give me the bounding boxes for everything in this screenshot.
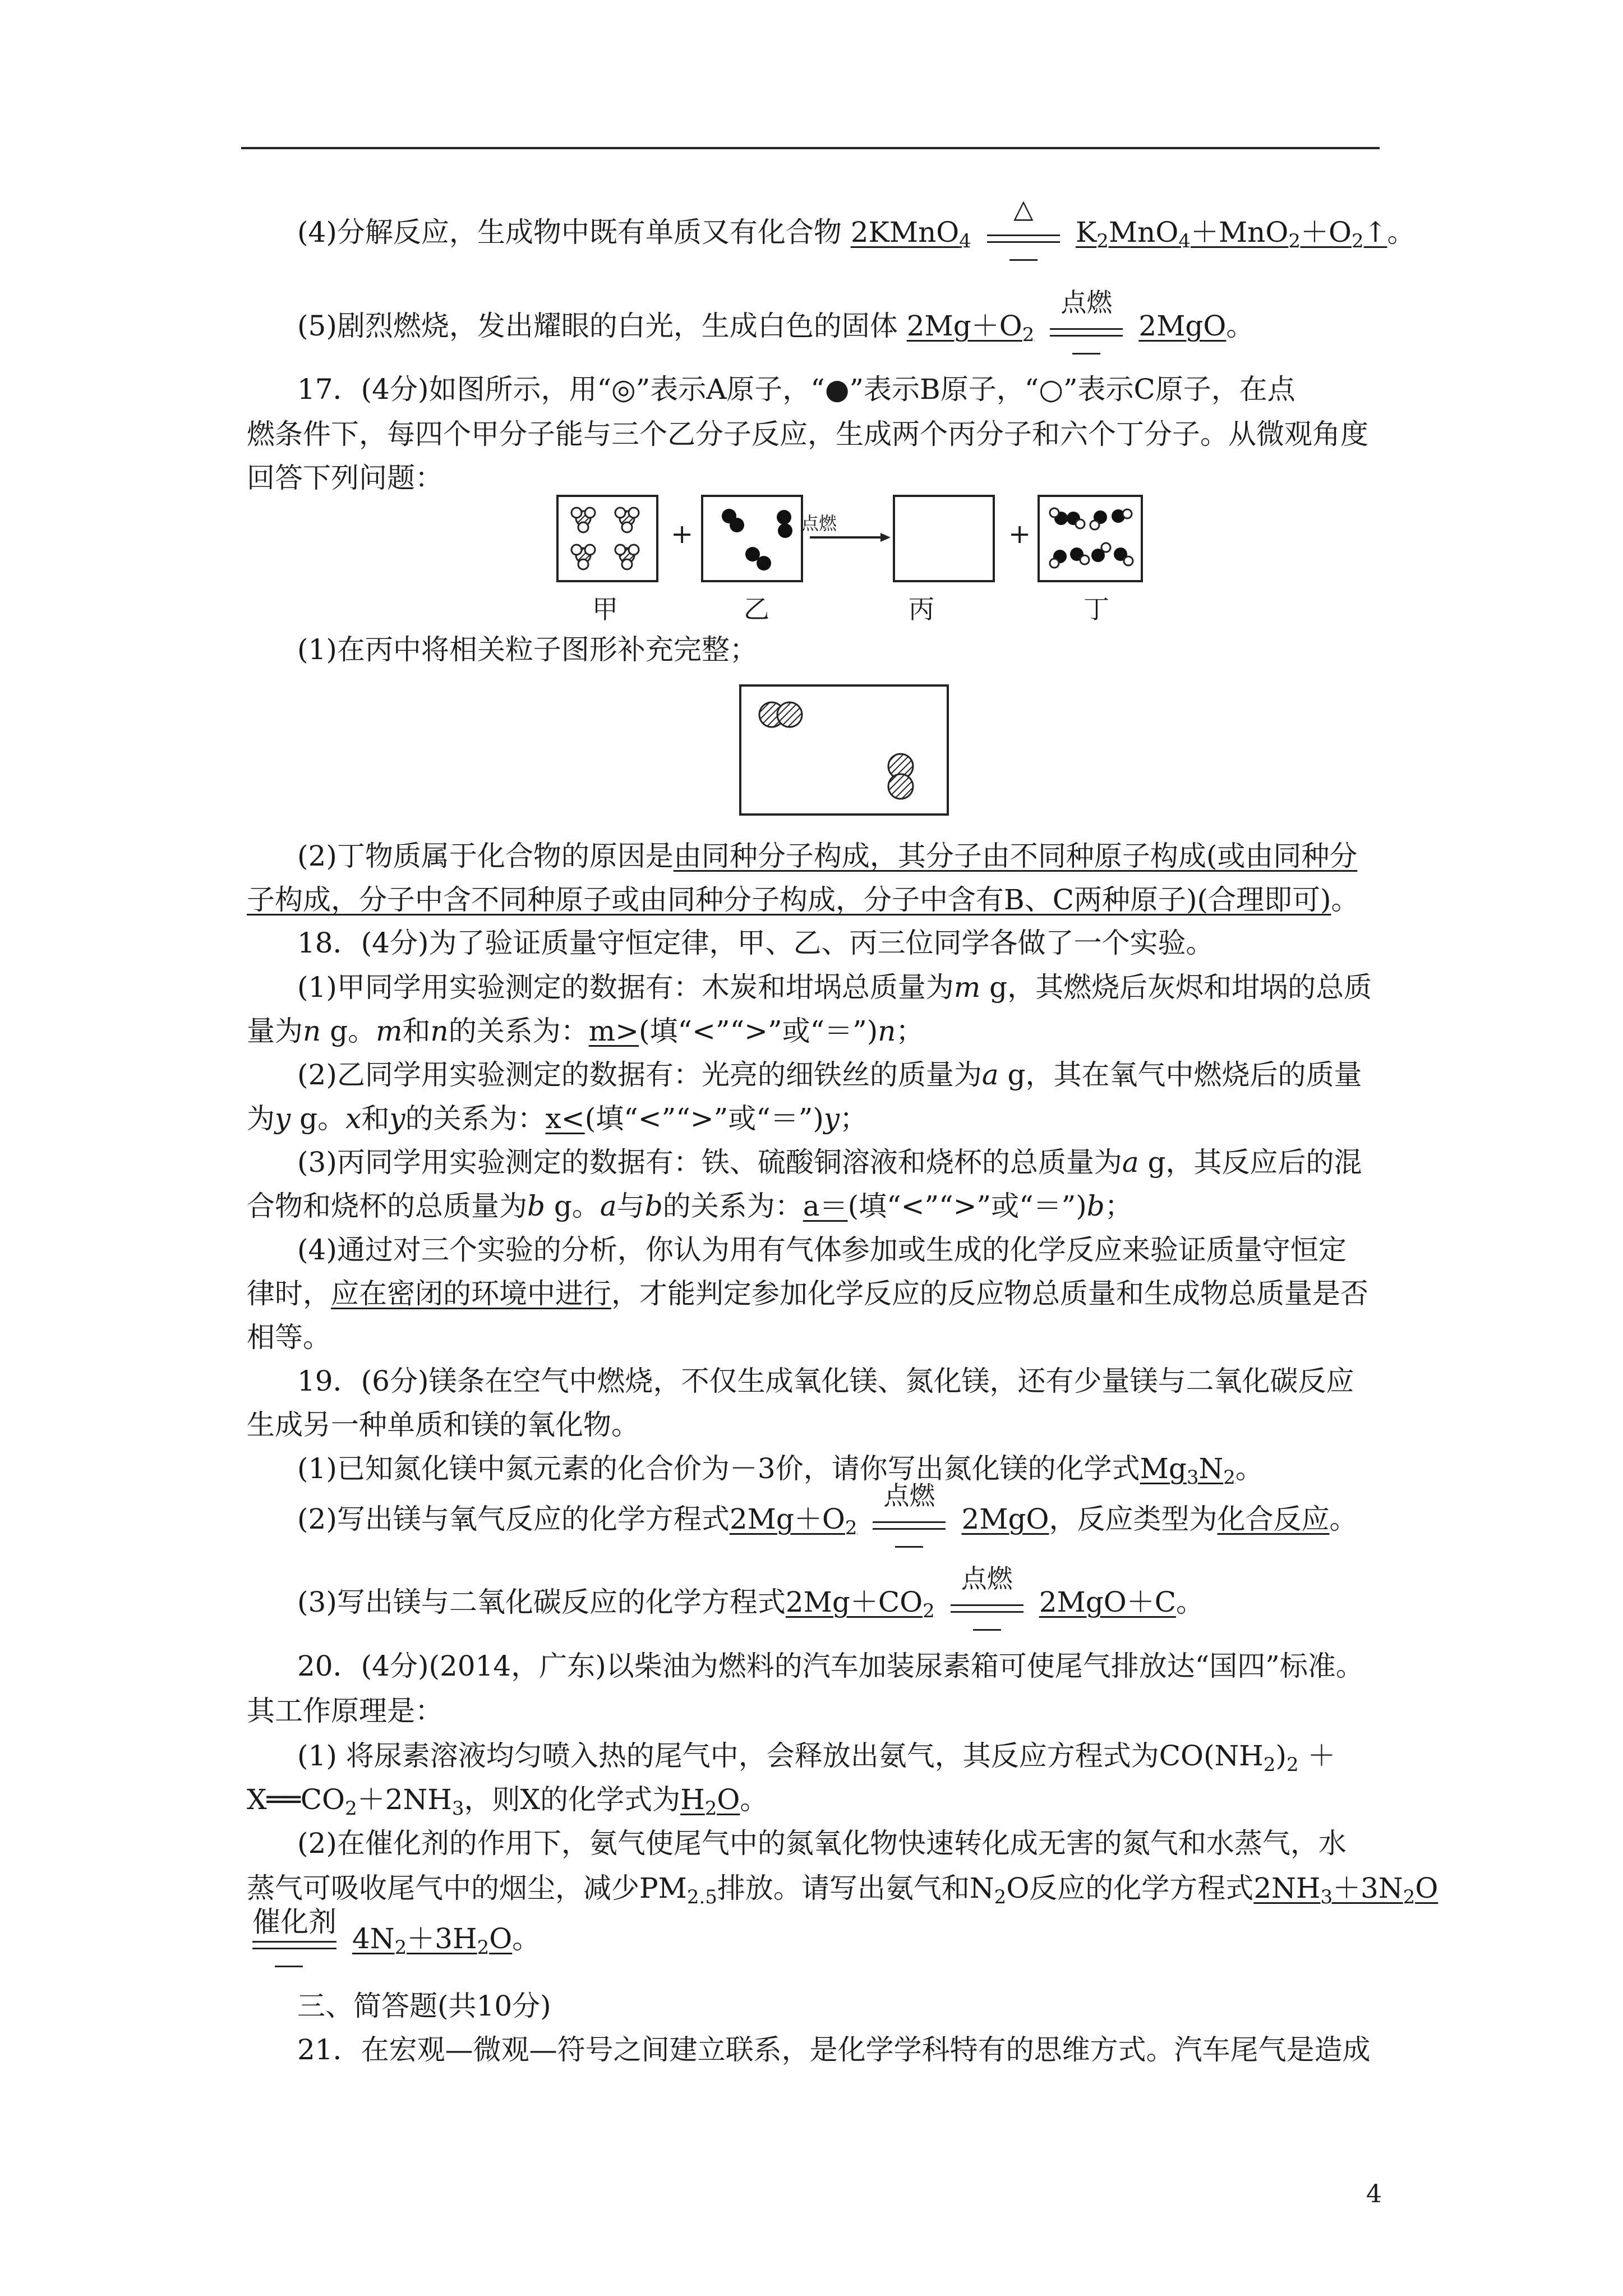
- q18-intro: 18．(4分)为了验证质量守恒定律，甲、乙、丙三位同学各做了一个实验。: [297, 927, 1214, 959]
- q18-p2-line1: (2)乙同学用实验测定的数据有：光亮的细铁丝的质量为a g，其在氧气中燃烧后的质量: [297, 1059, 1362, 1091]
- bing-answer-box: [738, 683, 951, 818]
- q17-p2-answer: 由同种分子构成，其分子由不同种原子构成(或由同种分: [673, 840, 1358, 872]
- page-number: 4: [1366, 2180, 1382, 2208]
- q17-intro-line1: 17．(4分)如图所示，用“◎”表示A原子，“●”表示B原子，“○”表示C原子，在点: [297, 373, 1295, 406]
- q19-part1: (1)已知氮化镁中氮元素的化合价为－3价，请你写出氮化镁的化学式$Mg_3N_2$。: [297, 1452, 1264, 1489]
- q17-part2-line2: 子构成，分子中含不同种原子或由同种分子构成，分子中含有B、C两种原子)(合理即可)。: [247, 884, 1359, 916]
- condition-heat: △: [981, 214, 1066, 255]
- q20-p1-line2: $X══CO_2+2NH_3$，则X的化学式为$H_2O$。: [247, 1783, 768, 1820]
- q16-part4: (4)分解反应，生成物中既有单质又有化合物 2KMnO$_4$ △ $K_2MnO_4+MnO_2+O_2↑$。: [297, 212, 1391, 255]
- q17-intro-line2: 燃条件下，每四个甲分子能与三个乙分子反应，生成两个丙分子和六个丁分子。从微观角度: [247, 418, 1368, 450]
- condition-ignite: 点燃: [945, 1584, 1029, 1625]
- header-rule: [241, 147, 1380, 149]
- section-heading-short-answer: 三、简答题(共10分): [297, 1990, 551, 2022]
- box-yi: [702, 496, 802, 581]
- q20-p2-line2: 蒸气可吸收尾气中的烟尘，减少$PM_{2.5}$排放。请写出氨气和$N_2O$反应的化学方程式$2NH_3+3N_2O$: [247, 1872, 1438, 1908]
- q17-part2-line1: (2)丁物质属于化合物的原因是由同种分子构成，其分子由不同种原子构成(或由同种分: [297, 840, 1358, 872]
- q19-p2-reaction-type: 化合反应: [1217, 1503, 1330, 1535]
- q18-p3-answer: a＝: [803, 1190, 848, 1222]
- q18-p1-line2: 量为n g。m和n的关系为：m>(填“<”“>”或“＝”)n；: [247, 1015, 924, 1047]
- q19-part2: (2)写出镁与氧气反应的化学方程式$2Mg+O_2$ 点燃 2MgO，反应类型为化合反应。: [297, 1499, 1391, 1542]
- q19-intro-line1: 19．(6分)镁条在空气中燃烧，不仅生成氧化镁、氮化镁，还有少量镁与二氧化碳反应: [297, 1365, 1354, 1397]
- arrow-condition-label: 点燃: [801, 513, 837, 534]
- q17-part1: (1)在丙中将相关粒子图形补充完整；: [297, 633, 758, 666]
- label-bing: 丙: [909, 594, 934, 624]
- plus-sign-1: +: [671, 518, 694, 550]
- q17-reaction-diagram: [555, 494, 1144, 628]
- q17-intro-line3: 回答下列问题：: [247, 462, 443, 494]
- label-ding: 丁: [1083, 594, 1109, 624]
- condition-ignite: 点燃: [867, 1501, 951, 1542]
- molecule-a2-atom: [888, 774, 913, 799]
- label-yi: 乙: [744, 594, 769, 624]
- q18-p3-line2: 合物和烧杯的总质量为b g。a与b的关系为：a＝(填“<”“>”或“＝”)b；: [247, 1190, 1133, 1222]
- q18-p4-line1: (4)通过对三个实验的分析，你认为用有气体参加或生成的化学反应来验证质量守恒定: [297, 1234, 1347, 1266]
- q20-intro-line2: 其工作原理是：: [247, 1695, 443, 1727]
- condition-ignite: 点燃: [1044, 308, 1128, 348]
- q18-p2-answer: x<: [545, 1102, 585, 1135]
- q18-p4-line3: 相等。: [247, 1321, 331, 1354]
- condition-catalyst: 催化剂: [247, 1921, 342, 1961]
- label-jia: 甲: [592, 594, 618, 624]
- q18-p4-answer: 应在密闭的环境中进行: [331, 1277, 611, 1310]
- q16-part5: (5)剧烈燃烧，发出耀眼的白光，生成白色的固体 $2Mg+O_2$ 点燃 2MgO。: [297, 306, 1391, 348]
- q18-p1-answer: m>: [588, 1015, 639, 1047]
- q20-intro-line1: 20．(4分)(2014，广东)以柴油为燃料的汽车加装尿素箱可使尾气排放达“国四”标准。: [297, 1650, 1364, 1682]
- q18-p3-line1: (3)丙同学用实验测定的数据有：铁、硫酸铜溶液和烧杯的总质量为a g，其反应后的混: [297, 1146, 1362, 1179]
- q18-p1-line1: (1)甲同学用实验测定的数据有：木炭和坩埚总质量为m g，其燃烧后灰烬和坩埚的总质: [297, 971, 1372, 1004]
- q20-p2-line1: (2)在催化剂的作用下，氨气使尾气中的氮氧化物快速转化成无害的氮气和水蒸气，水: [297, 1827, 1347, 1860]
- q19-part3: (3)写出镁与二氧化碳反应的化学方程式$2Mg+CO_2$ 点燃 2MgO＋C。: [297, 1582, 1391, 1625]
- q18-p4-line2: 律时，应在密闭的环境中进行，才能判定参加化学反应的反应物总质量和生成物总质量是否: [247, 1277, 1368, 1310]
- q18-p2-line2: 为y g。x和y的关系为：x<(填“<”“>”或“＝”)y；: [247, 1102, 868, 1135]
- box-bing: [894, 496, 994, 581]
- q19-intro-line2: 生成另一种单质和镁的氧化物。: [247, 1409, 639, 1441]
- q20-p1-line1: (1) 将尿素溶液均匀喷入热的尾气中，会释放出氨气，其反应方程式为$CO(NH_2)_2$ ＋: [297, 1740, 1336, 1776]
- plus-sign-2: +: [1008, 518, 1031, 550]
- q16-p4-answer: 2KMnO$_4$: [850, 216, 971, 252]
- q20-p2-line3: 催化剂 $4N_2+3H_2O$。: [247, 1918, 1391, 1961]
- q19-p1-answer: $Mg_3N_2$: [1140, 1452, 1235, 1489]
- q20-p1-answer: $H_2O$: [680, 1783, 740, 1820]
- q20-p2-answer: $2NH_3+3N_2O$: [1253, 1872, 1438, 1908]
- q21-line1: 21．在宏观—微观—符号之间建立联系，是化学学科特有的思维方式。汽车尾气是造成: [297, 2033, 1371, 2066]
- molecule-a2-atom: [777, 702, 802, 727]
